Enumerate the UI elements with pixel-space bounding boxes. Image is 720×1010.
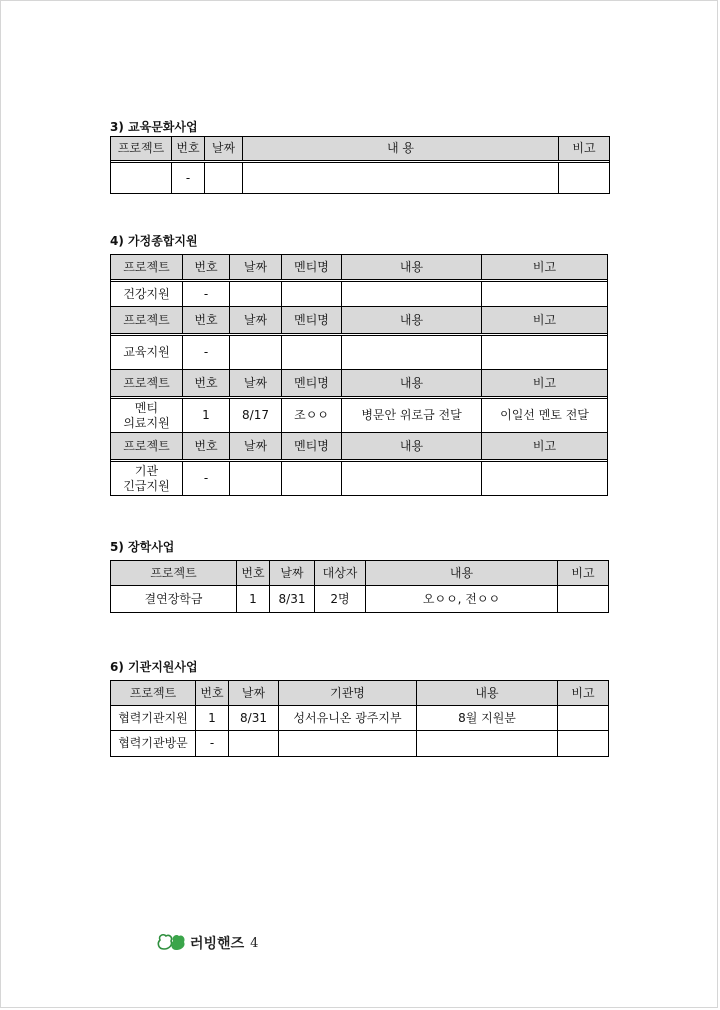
table-header-row (111, 370, 608, 397)
header-cell: 비고 (482, 307, 608, 334)
header-cell: 프로젝트 (111, 370, 183, 397)
cell-content (342, 462, 482, 496)
header-cell: 멘티명 (282, 307, 342, 334)
table-header-row (111, 137, 610, 161)
cell-project: 교육지원 (111, 336, 183, 370)
family-support-table (110, 254, 608, 496)
header-cell: 번호 (237, 561, 270, 586)
loving-hands-logo-icon (156, 931, 186, 955)
header-cell: 비고 (559, 137, 610, 161)
header-cell: 프로젝트 (111, 561, 237, 586)
section-title-5: 5) 장학사업 (110, 540, 175, 554)
cell-project: 협력기관방문 (111, 731, 196, 757)
header-cell: 내용 (366, 561, 558, 586)
header-cell: 멘티명 (282, 433, 342, 460)
header-cell: 내용 (342, 255, 482, 280)
cell-date (205, 163, 243, 194)
cell-note (558, 706, 609, 731)
header-cell: 기관명 (279, 681, 417, 706)
cell-note (558, 586, 609, 613)
cell-content (417, 731, 558, 757)
header-cell: 날짜 (205, 137, 243, 161)
table-row (111, 586, 609, 613)
header-cell: 번호 (183, 370, 230, 397)
table-header-row (111, 433, 608, 460)
header-cell: 날짜 (270, 561, 315, 586)
cell-date (230, 462, 282, 496)
cell-note: 이일선 멘토 전달 (482, 399, 608, 433)
table-row (111, 336, 608, 370)
table-row (111, 462, 608, 496)
table-header-row (111, 561, 609, 586)
cell-number: - (183, 336, 230, 370)
page-number: 4 (250, 935, 259, 951)
header-cell: 번호 (183, 433, 230, 460)
education-culture-table (110, 136, 610, 194)
cell-mentee (282, 336, 342, 370)
scholarship-table (110, 560, 609, 613)
cell-project: 협력기관지원 (111, 706, 196, 731)
cell-number: - (196, 731, 229, 757)
cell-mentee (282, 462, 342, 496)
header-cell: 내용 (417, 681, 558, 706)
table-header-row (111, 307, 608, 334)
header-cell: 번호 (183, 255, 230, 280)
logo-text: 러빙핸즈 (190, 936, 245, 952)
cell-content: 오ㅇㅇ, 전ㅇㅇ (366, 586, 558, 613)
header-cell: 대상자 (315, 561, 366, 586)
cell-mentee: 조ㅇㅇ (282, 399, 342, 433)
cell-content (342, 282, 482, 307)
header-cell: 프로젝트 (111, 681, 196, 706)
section-title-4: 4) 가정종합지원 (110, 234, 198, 248)
header-cell: 비고 (482, 370, 608, 397)
header-cell: 프로젝트 (111, 255, 183, 280)
header-cell: 비고 (482, 433, 608, 460)
header-cell: 내용 (342, 433, 482, 460)
header-cell: 날짜 (230, 307, 282, 334)
cell-institution: 성서유니온 광주지부 (279, 706, 417, 731)
cell-note (482, 282, 608, 307)
cell-number: 1 (183, 399, 230, 433)
cell-number: 1 (237, 586, 270, 613)
header-cell: 내용 (342, 307, 482, 334)
header-cell: 날짜 (229, 681, 279, 706)
cell-note (482, 336, 608, 370)
section-title-3: 3) 교육문화사업 (110, 120, 198, 134)
cell-project: 건강지원 (111, 282, 183, 307)
table-header-row (111, 681, 609, 706)
header-cell: 비고 (482, 255, 608, 280)
cell-note (482, 462, 608, 496)
header-cell: 프로젝트 (111, 307, 183, 334)
footer (156, 931, 258, 955)
header-cell: 번호 (196, 681, 229, 706)
header-cell: 번호 (183, 307, 230, 334)
header-cell: 프로젝트 (111, 433, 183, 460)
header-cell: 내용 (342, 370, 482, 397)
table-row (111, 163, 610, 194)
cell-number: 1 (196, 706, 229, 731)
cell-content: 병문안 위로금 전달 (342, 399, 482, 433)
table-row (111, 399, 608, 433)
institution-support-table (110, 680, 609, 757)
header-cell: 번호 (172, 137, 205, 161)
header-cell: 프로젝트 (111, 137, 172, 161)
cell-project: 기관 긴급지원 (111, 462, 183, 496)
table-row (111, 731, 609, 757)
cell-date: 8/31 (270, 586, 315, 613)
header-cell: 날짜 (230, 255, 282, 280)
cell-project: 결연장학금 (111, 586, 237, 613)
cell-number: - (183, 462, 230, 496)
cell-project (111, 163, 172, 194)
cell-note (559, 163, 610, 194)
cell-date: 8/31 (229, 706, 279, 731)
cell-number: - (183, 282, 230, 307)
cell-content: 8월 지원분 (417, 706, 558, 731)
header-cell: 날짜 (230, 370, 282, 397)
cell-content (243, 163, 559, 194)
cell-institution (279, 731, 417, 757)
cell-date (229, 731, 279, 757)
cell-date (230, 282, 282, 307)
cell-content (342, 336, 482, 370)
header-cell: 멘티명 (282, 370, 342, 397)
header-cell: 비고 (558, 681, 609, 706)
header-cell: 비고 (558, 561, 609, 586)
table-row (111, 706, 609, 731)
cell-number: - (172, 163, 205, 194)
cell-mentee (282, 282, 342, 307)
table-header-row (111, 255, 608, 280)
header-cell: 날짜 (230, 433, 282, 460)
cell-date: 8/17 (230, 399, 282, 433)
cell-recipient: 2명 (315, 586, 366, 613)
header-cell: 멘티명 (282, 255, 342, 280)
table-row (111, 282, 608, 307)
cell-date (230, 336, 282, 370)
header-cell: 내 용 (243, 137, 559, 161)
cell-project: 멘티 의료지원 (111, 399, 183, 433)
section-title-6: 6) 기관지원사업 (110, 660, 198, 674)
cell-note (558, 731, 609, 757)
